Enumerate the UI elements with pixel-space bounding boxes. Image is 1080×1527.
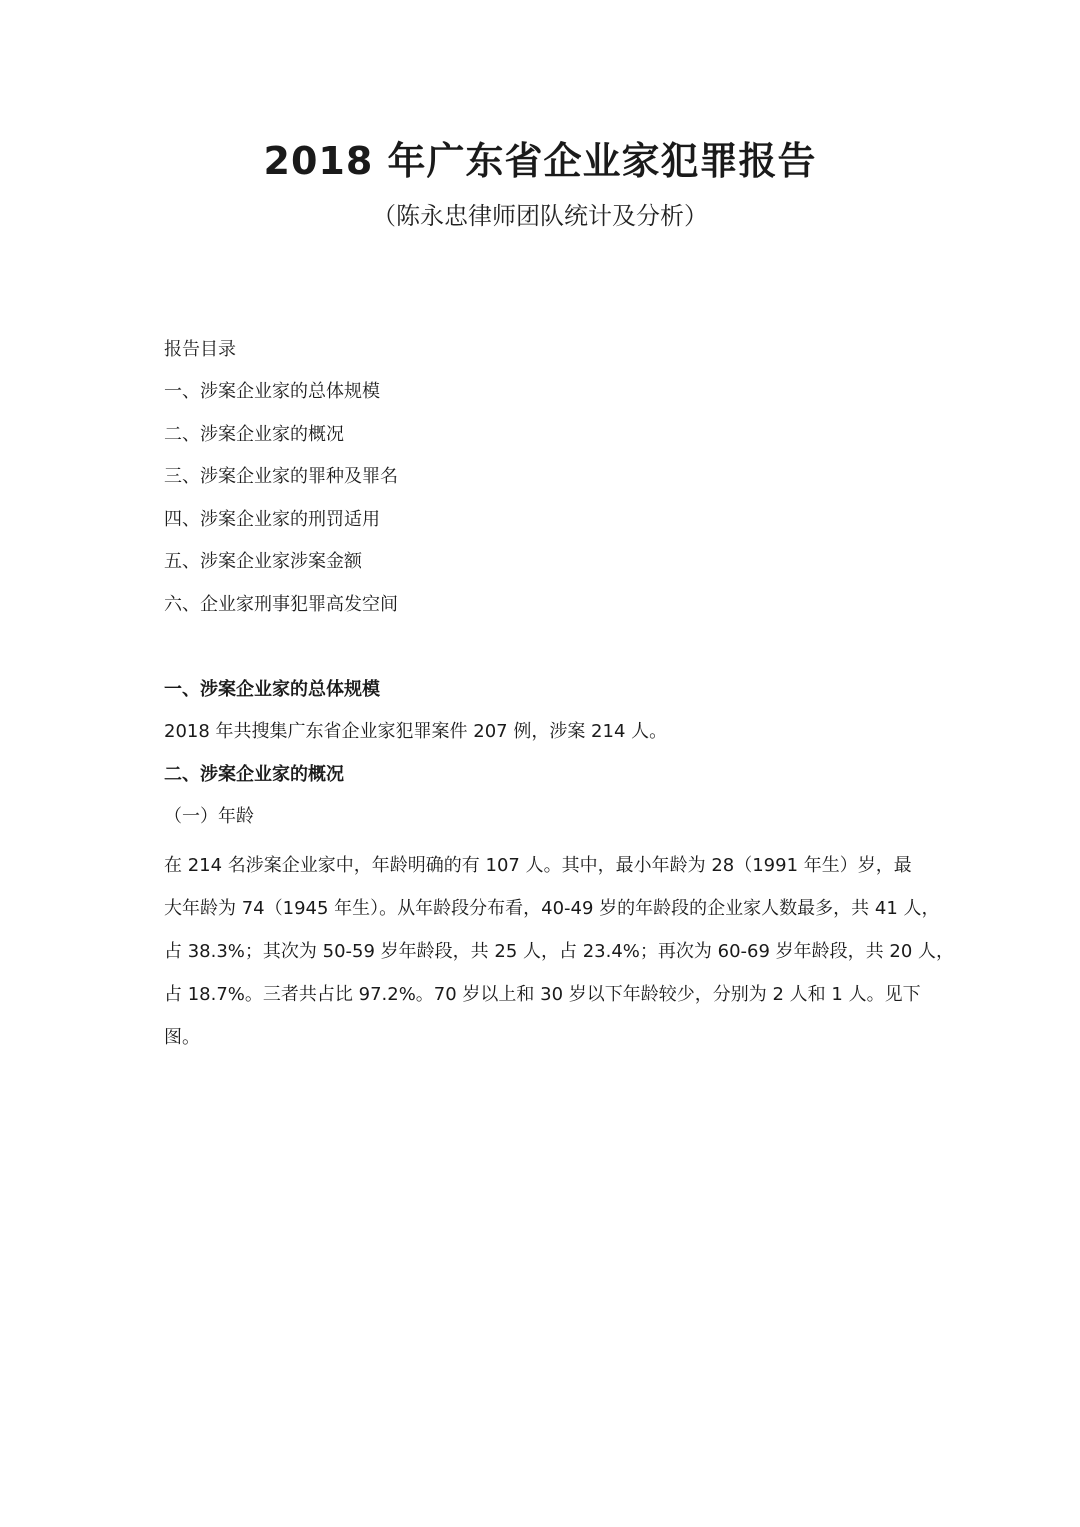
toc-item-5: 五、涉案企业家涉案金额 [164, 551, 362, 572]
toc-item-2: 二、涉案企业家的概况 [164, 424, 344, 445]
paragraph-line: 大年龄为 74（1945 年生）。从年龄段分布看，40-49 岁的年龄段的企业家人数最多，共 41 人， [164, 898, 940, 919]
section1-heading: 一、涉案企业家的总体规模 [164, 679, 380, 700]
toc-heading: 报告目录 [164, 339, 236, 360]
toc-item-6: 六、企业家刑事犯罪高发空间 [164, 594, 398, 615]
section1-text: 2018 年共搜集广东省企业家犯罪案件 207 例，涉案 214 人。 [164, 721, 668, 742]
paragraph-line: 图。 [164, 1027, 200, 1048]
report-subtitle: （陈永忠律师团队统计及分析） [372, 202, 708, 230]
paragraph-line: 占 18.7%。三者共占比 97.2%。70 岁以上和 30 岁以下年龄较少，分别为 2 人和 1 人。见下 [164, 984, 921, 1005]
section2-subheading: （一）年龄 [164, 806, 254, 827]
age-paragraph [164, 844, 954, 1059]
toc-item-3: 三、涉案企业家的罪种及罪名 [164, 466, 398, 487]
section2-heading: 二、涉案企业家的概况 [164, 764, 344, 785]
paragraph-line: 占 38.3%；其次为 50-59 岁年龄段，共 25 人，占 23.4%；再次为 60-69 岁年龄段，共 20 人， [164, 941, 954, 962]
paragraph-line: 在 214 名涉案企业家中，年龄明确的有 107 人。其中，最小年龄为 28（1991 年生）岁，最 [164, 855, 912, 876]
toc-item-4: 四、涉案企业家的刑罚适用 [164, 509, 380, 530]
toc-item-1: 一、涉案企业家的总体规模 [164, 381, 380, 402]
report-title: 2018 年广东省企业家犯罪报告 [263, 139, 817, 183]
